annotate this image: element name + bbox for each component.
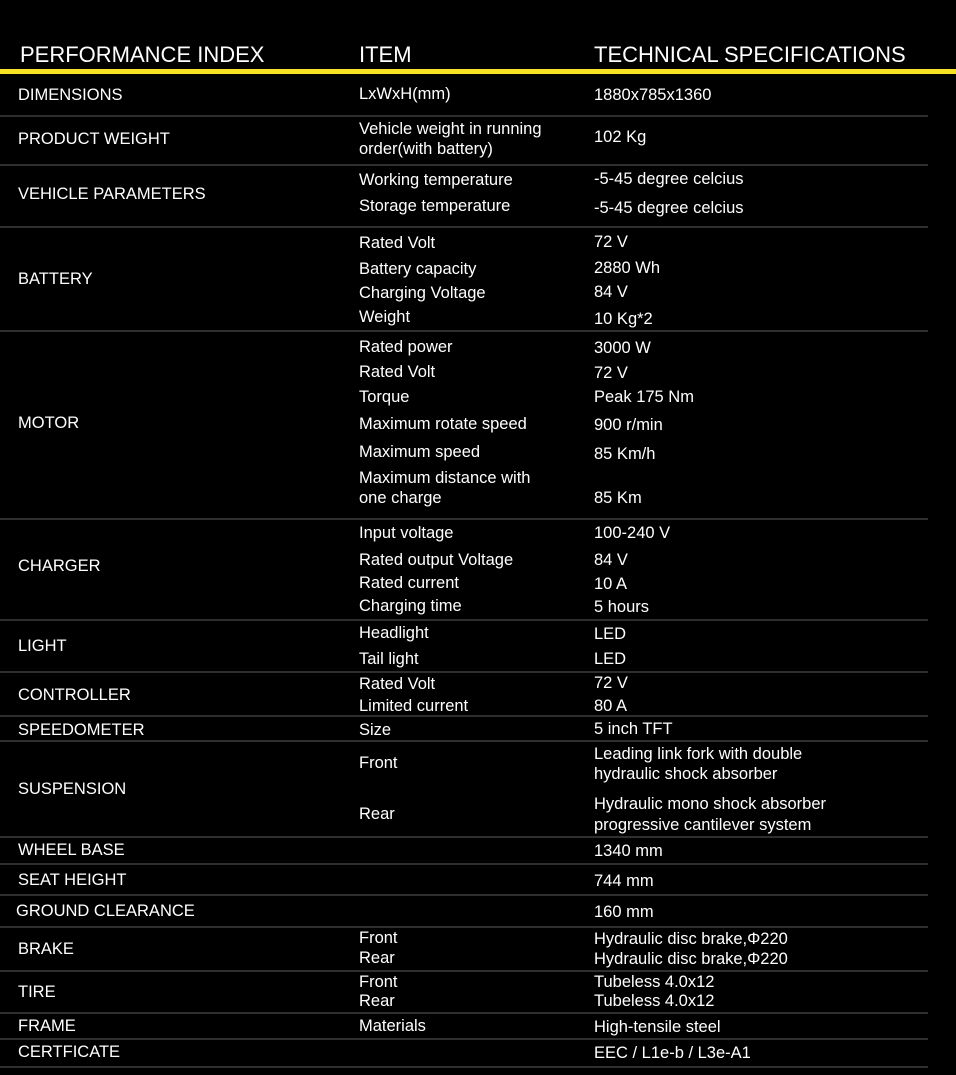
- item-label: order(with battery): [359, 140, 493, 158]
- spec-value: 2880 Wh: [594, 259, 661, 277]
- spec-value: 1340 mm: [594, 842, 663, 860]
- category-label: LIGHT: [18, 637, 67, 655]
- spec-value: 84 V: [594, 551, 628, 569]
- spec-value: Hydraulic mono shock absorber: [594, 795, 827, 813]
- spec-value: 72 V: [594, 674, 628, 692]
- category-label: CONTROLLER: [18, 686, 131, 704]
- item-label: Front: [359, 973, 398, 991]
- category-label: CERTFICATE: [18, 1043, 121, 1061]
- spec-value: Tubeless 4.0x12: [594, 992, 715, 1010]
- item-label: Maximum distance with: [359, 469, 531, 487]
- category-label: TIRE: [18, 983, 56, 1001]
- row-divider: [0, 715, 928, 717]
- item-label: Battery capacity: [359, 260, 477, 278]
- row-divider: [0, 115, 928, 117]
- spec-value: 102 Kg: [594, 128, 647, 146]
- item-label: Charging time: [359, 597, 462, 615]
- category-label: WHEEL BASE: [18, 841, 125, 859]
- category-label: GROUND CLEARANCE: [16, 902, 195, 920]
- category-label: CHARGER: [18, 557, 101, 575]
- item-label: Materials: [359, 1017, 426, 1035]
- item-label: Working temperature: [359, 171, 513, 189]
- item-label: Maximum rotate speed: [359, 415, 527, 433]
- header-item: ITEM: [359, 42, 412, 67]
- spec-value: 85 Km/h: [594, 445, 656, 463]
- item-label: Rated Volt: [359, 363, 436, 381]
- category-label: FRAME: [18, 1017, 76, 1035]
- row-divider: [0, 1038, 928, 1040]
- category-label: SPEEDOMETER: [18, 721, 145, 739]
- spec-value: LED: [594, 650, 627, 668]
- spec-value: progressive cantilever system: [594, 816, 812, 834]
- category-label: VEHICLE PARAMETERS: [18, 185, 206, 203]
- item-label: Tail light: [359, 650, 419, 668]
- item-label: LxWxH(mm): [359, 85, 451, 103]
- spec-value: 84 V: [594, 283, 628, 301]
- category-label: BATTERY: [18, 270, 93, 288]
- category-label: SUSPENSION: [18, 780, 127, 798]
- spec-value: 3000 W: [594, 339, 651, 357]
- item-label: Rated output Voltage: [359, 551, 514, 569]
- row-divider: [0, 164, 928, 166]
- item-label: Rated Volt: [359, 234, 436, 252]
- spec-value: 900 r/min: [594, 416, 663, 434]
- row-divider: [0, 894, 928, 896]
- item-label: Front: [359, 929, 398, 947]
- spec-value: Hydraulic disc brake,Φ220: [594, 930, 788, 948]
- spec-value: 10 A: [594, 575, 628, 593]
- item-label: Front: [359, 754, 398, 772]
- spec-value: 5 hours: [594, 598, 650, 616]
- header-accent-line: [0, 69, 956, 74]
- row-divider: [0, 836, 928, 838]
- spec-value: Tubeless 4.0x12: [594, 973, 715, 991]
- spec-value: 10 Kg*2: [594, 310, 653, 328]
- item-label: Rated power: [359, 338, 453, 356]
- spec-value: 1880x785x1360: [594, 86, 712, 104]
- item-label: Rear: [359, 805, 395, 823]
- spec-value: 72 V: [594, 364, 628, 382]
- spec-value: Peak 175 Nm: [594, 388, 694, 406]
- spec-value: 85 Km: [594, 489, 642, 507]
- item-label: Weight: [359, 308, 411, 326]
- spec-value: 80 A: [594, 697, 628, 715]
- spec-value: High-tensile steel: [594, 1018, 721, 1036]
- row-divider: [0, 1012, 928, 1014]
- item-label: Input voltage: [359, 524, 454, 542]
- item-label: one charge: [359, 489, 442, 507]
- item-label: Torque: [359, 388, 410, 406]
- item-label: Size: [359, 721, 392, 739]
- category-label: BRAKE: [18, 940, 74, 958]
- category-label: SEAT HEIGHT: [18, 871, 127, 889]
- item-label: Headlight: [359, 624, 429, 642]
- category-label: MOTOR: [18, 414, 80, 432]
- item-label: Rear: [359, 992, 395, 1010]
- spec-value: 72 V: [594, 233, 628, 251]
- item-label: Vehicle weight in running: [359, 120, 542, 138]
- spec-value: 5 inch TFT: [594, 720, 673, 738]
- spec-value: 160 mm: [594, 903, 654, 921]
- row-divider: [0, 619, 928, 621]
- row-divider: [0, 518, 928, 520]
- spec-value: LED: [594, 625, 627, 643]
- spec-value: 100-240 V: [594, 524, 671, 542]
- spec-value: Hydraulic disc brake,Φ220: [594, 950, 788, 968]
- row-divider: [0, 740, 928, 742]
- spec-value: 744 mm: [594, 872, 654, 890]
- item-label: Storage temperature: [359, 197, 511, 215]
- spec-value: EEC / L1e-b / L3e-A1: [594, 1044, 751, 1062]
- row-divider: [0, 330, 928, 332]
- header-technical-specifications: TECHNICAL SPECIFICATIONS: [594, 42, 906, 67]
- header-performance-index: PERFORMANCE INDEX: [20, 42, 265, 67]
- row-divider: [0, 226, 928, 228]
- category-label: DIMENSIONS: [18, 86, 123, 104]
- item-label: Rear: [359, 949, 395, 967]
- row-divider: [0, 1066, 928, 1068]
- spec-value: -5-45 degree celcius: [594, 199, 744, 217]
- table-header: [0, 0, 956, 74]
- row-divider: [0, 970, 928, 972]
- item-label: Charging Voltage: [359, 284, 486, 302]
- item-label: Rated current: [359, 574, 459, 592]
- item-label: Maximum speed: [359, 443, 481, 461]
- item-label: Limited current: [359, 697, 469, 715]
- row-divider: [0, 671, 928, 673]
- spec-value: -5-45 degree celcius: [594, 170, 744, 188]
- category-label: PRODUCT WEIGHT: [18, 130, 170, 148]
- item-label: Rated Volt: [359, 675, 436, 693]
- spec-value: Leading link fork with double: [594, 745, 803, 763]
- row-divider: [0, 926, 928, 928]
- spec-value: hydraulic shock absorber: [594, 765, 778, 783]
- row-divider: [0, 863, 928, 865]
